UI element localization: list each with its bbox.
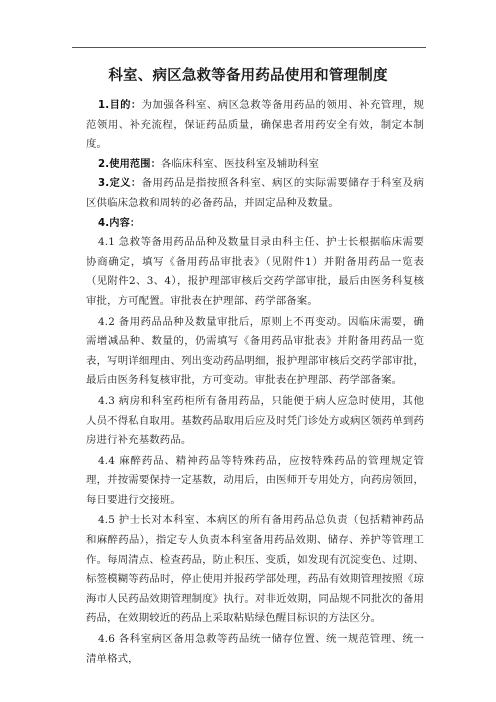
section-label: 1.目的：	[98, 100, 142, 111]
document-body	[86, 96, 424, 670]
section-scope	[86, 155, 424, 175]
section-text: 备用药品是指按照各科室、病区的实际需要储存于科室及病区供临床急救和周转的必备药品，并固定品种及数量。	[86, 177, 424, 209]
section-label: 4.内容：	[98, 217, 141, 229]
clause-4-5: 4.5 护士长对本科室、本病区的所有备用药品总负责（包括精神药品和麻醉药品），指定专人负责本科室备用药品效期、储存、养护等管理工作。每周清点、检查药品，防止积压、变质，如发现有沉淀变色、过期、标签模糊等药品时，停止使用并报药学部处理，药品有效期管理按照《琼海市人民药品效期管理制度》执行。对非近效期，同品规不同批次的备用药品，在效期较近的药品上采取粘贴绿色醒目标识的方法区分。	[86, 514, 424, 625]
clause-4-3: 4.3 病房和科室药柜所有备用药品，只能便于病人应急时使用，其他人员不得私自取用。基数药品取用后应及时凭门诊处方或病区领药单到药房进行补充基数药品。	[86, 394, 424, 447]
clause-4-1: 4.1 急救等备用药品品种及数量目录由科主任、护士长根据临床需要协商确定，填写《备用药品审批表》（见附件1）并附备用药品一览表（见附件2、3、4），报护理部审核后交药学部审批，最后由医务科复核审批，方可配置。审批表在护理部、药学部备案。	[86, 236, 424, 307]
clause-4-4: 4.4 麻醉药品、精神药品等特殊药品，应按特殊药品的管理规定管理，并按需要保持一定基数，动用后，由医师开专用处方，向药房领回，每日要进行交接班。	[86, 454, 424, 506]
section-label: 3.定义：	[98, 178, 142, 190]
document-title: 科室、病区急救等备用药品使用和管理制度	[108, 68, 388, 84]
clause-4-2: 4.2 备用药品品种及数量审批后，原则上不再变动。因临床需要，确需增减品种、数量的，仍需填写《备用药品审批表》并附备用药品一览表，写明详细理由、列出变动药品明细，报护理部审核后交药学部审批，最后由医务科复核审批，方可变动。审批表在护理部、药学部备案。	[86, 315, 424, 387]
section-definition	[86, 174, 424, 213]
section-text: 为加强各科室、病区急救等备用药品的领用、补充管理，规范领用、补充流程，保证药品质量，确保患者用药安全有效，制定本制度。	[86, 99, 424, 151]
header-rule	[72, 47, 426, 48]
section-content	[86, 214, 424, 234]
clause-4-6: 4.6 各科室病区备用急救等药品统一储存位置、统一规范管理、统一清单格式，	[86, 633, 424, 665]
section-label: 2.使用范围：	[98, 158, 161, 170]
section-purpose	[86, 96, 424, 155]
section-text: 各临床科室、医技科室及辅助科室	[160, 157, 320, 170]
